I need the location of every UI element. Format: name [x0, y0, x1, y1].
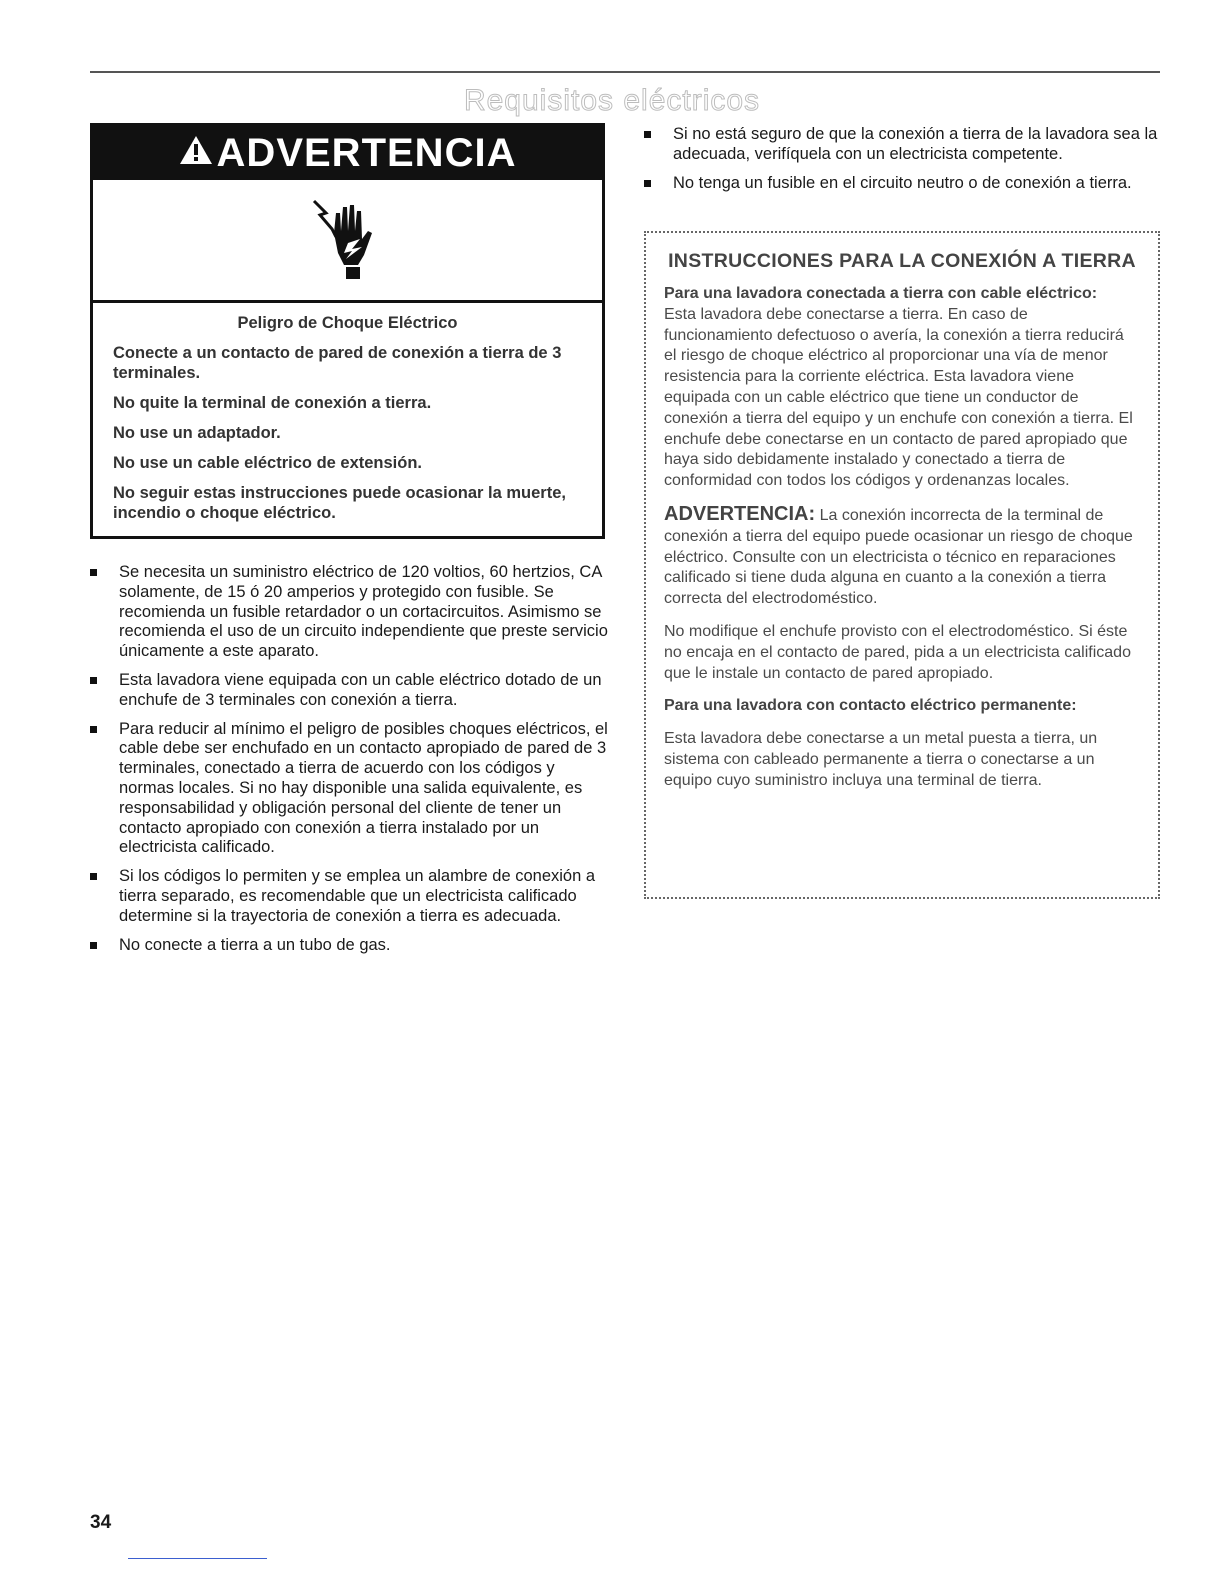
warning-header [93, 126, 602, 180]
warning-box [90, 123, 605, 539]
instructions-paragraph: Esta lavadora debe conectarse a tierra. En caso de funcionamiento defectuoso o avería, la conexión a tierra reducirá el riesgo de choque eléctrico al proporcionar una vía de menor resistencia para la corriente eléctrica. Esta lavadora viene equipada con un cable eléctrico que tiene un conductor de conexión a tierra del equipo y un enchufe con conexión a tierra. El enchufe debe conectarse en un contacto de pared apropiado que haya sido debidamente instalado y conectado a tierra de conformidad con todos los códigos y ordenanzas locales. [664, 305, 1133, 490]
warning-body [93, 303, 602, 523]
left-bullet-list [90, 563, 610, 964]
grounding-instructions-box [644, 231, 1160, 899]
page-title: Requisitos eléctricos [463, 84, 761, 117]
list-item: No conecte a tierra a un tubo de gas. [90, 936, 610, 956]
list-item: Para reducir al mínimo el peligro de posibles choques eléctricos, el cable debe ser enchufado en un contacto apropiado de pared de 3 terminales, conectado a tierra de acuerdo con los códigos y normas locales. Si no hay disponible una salida equivalente, es responsabilidad y obligación personal del cliente de tener un contacto apropiado con conexión a tierra instalado por un electricista calificado. [90, 720, 610, 859]
instructions-warning-text: La conexión incorrecta de la terminal de conexión a tierra del equipo puede ocasionar un riesgo de choque eléctrico. Consulte con un electricista o técnico en reparaciones calificado si tiene duda alguna en cuanto a la conexión a tierra correcta del electrodoméstico. [664, 506, 1133, 608]
instructions-paragraph: No modifique el enchufe provisto con el electrodoméstico. Si éste no encaja en el contacto de pared, pida a un electricista calificado que le instale un contacto de pared apropiado. [664, 622, 1131, 682]
warning-line: No use un cable eléctrico de extensión. [113, 454, 423, 472]
instructions-paragraph: Esta lavadora debe conectarse a un metal puesta a tierra, un sistema con cableado permanente a tierra o conectarse a un equipo cuyo suministro incluya una terminal de tierra. [664, 730, 1098, 789]
instructions-title: INSTRUCCIONES PARA LA CONEXIÓN A TIERRA [668, 250, 1136, 272]
warning-line: No seguir estas instrucciones puede ocasionar la muerte, incendio o choque eléctrico. [113, 484, 566, 522]
list-item: No tenga un fusible en el circuito neutro o de conexión a tierra. [644, 174, 1164, 194]
list-item: Si no está seguro de que la conexión a tierra de la lavadora sea la adecuada, verifíquela con un electricista competente. [644, 125, 1164, 165]
instructions-subheading: Para una lavadora conectada a tierra con cable eléctrico: [664, 285, 1098, 302]
page-number: 34 [90, 1512, 112, 1533]
list-item: Se necesita un suministro eléctrico de 120 voltios, 60 hertzios, CA solamente, de 15 ó 20 amperios y protegido con fusible. Se recomienda un fusible retardador o un cortacircuitos. Asimismo se recomienda el uso de un circuito independiente que preste servicio únicamente a este aparato. [90, 563, 610, 662]
footer-rule [128, 1558, 267, 1559]
warning-line: No quite la terminal de conexión a tierra. [113, 394, 432, 412]
instructions-warning [664, 504, 1140, 610]
list-item: Si los códigos lo permiten y se emplea un alambre de conexión a tierra separado, es recomendable que un electricista calificado determine si la trayectoria de conexión a tierra es adecuada. [90, 867, 610, 926]
list-item: Esta lavadora viene equipada con un cable eléctrico dotado de un enchufe de 3 terminales con conexión a tierra. [90, 671, 610, 711]
warning-line: No use un adaptador. [113, 424, 281, 442]
top-rule [90, 71, 1160, 73]
right-bullet-list [644, 125, 1164, 202]
warning-line: Conecte a un contacto de pared de conexión a tierra de 3 terminales. [113, 344, 562, 382]
warning-title: ADVERTENCIA [216, 130, 517, 175]
electric-shock-hand-icon [308, 193, 388, 288]
warning-hazard: Peligro de Choque Eléctrico [237, 314, 458, 332]
instructions-warning-lead: ADVERTENCIA: [664, 502, 816, 525]
warning-triangle-icon [179, 131, 213, 176]
instructions-subheading: Para una lavadora con contacto eléctrico permanente: [664, 697, 1077, 715]
